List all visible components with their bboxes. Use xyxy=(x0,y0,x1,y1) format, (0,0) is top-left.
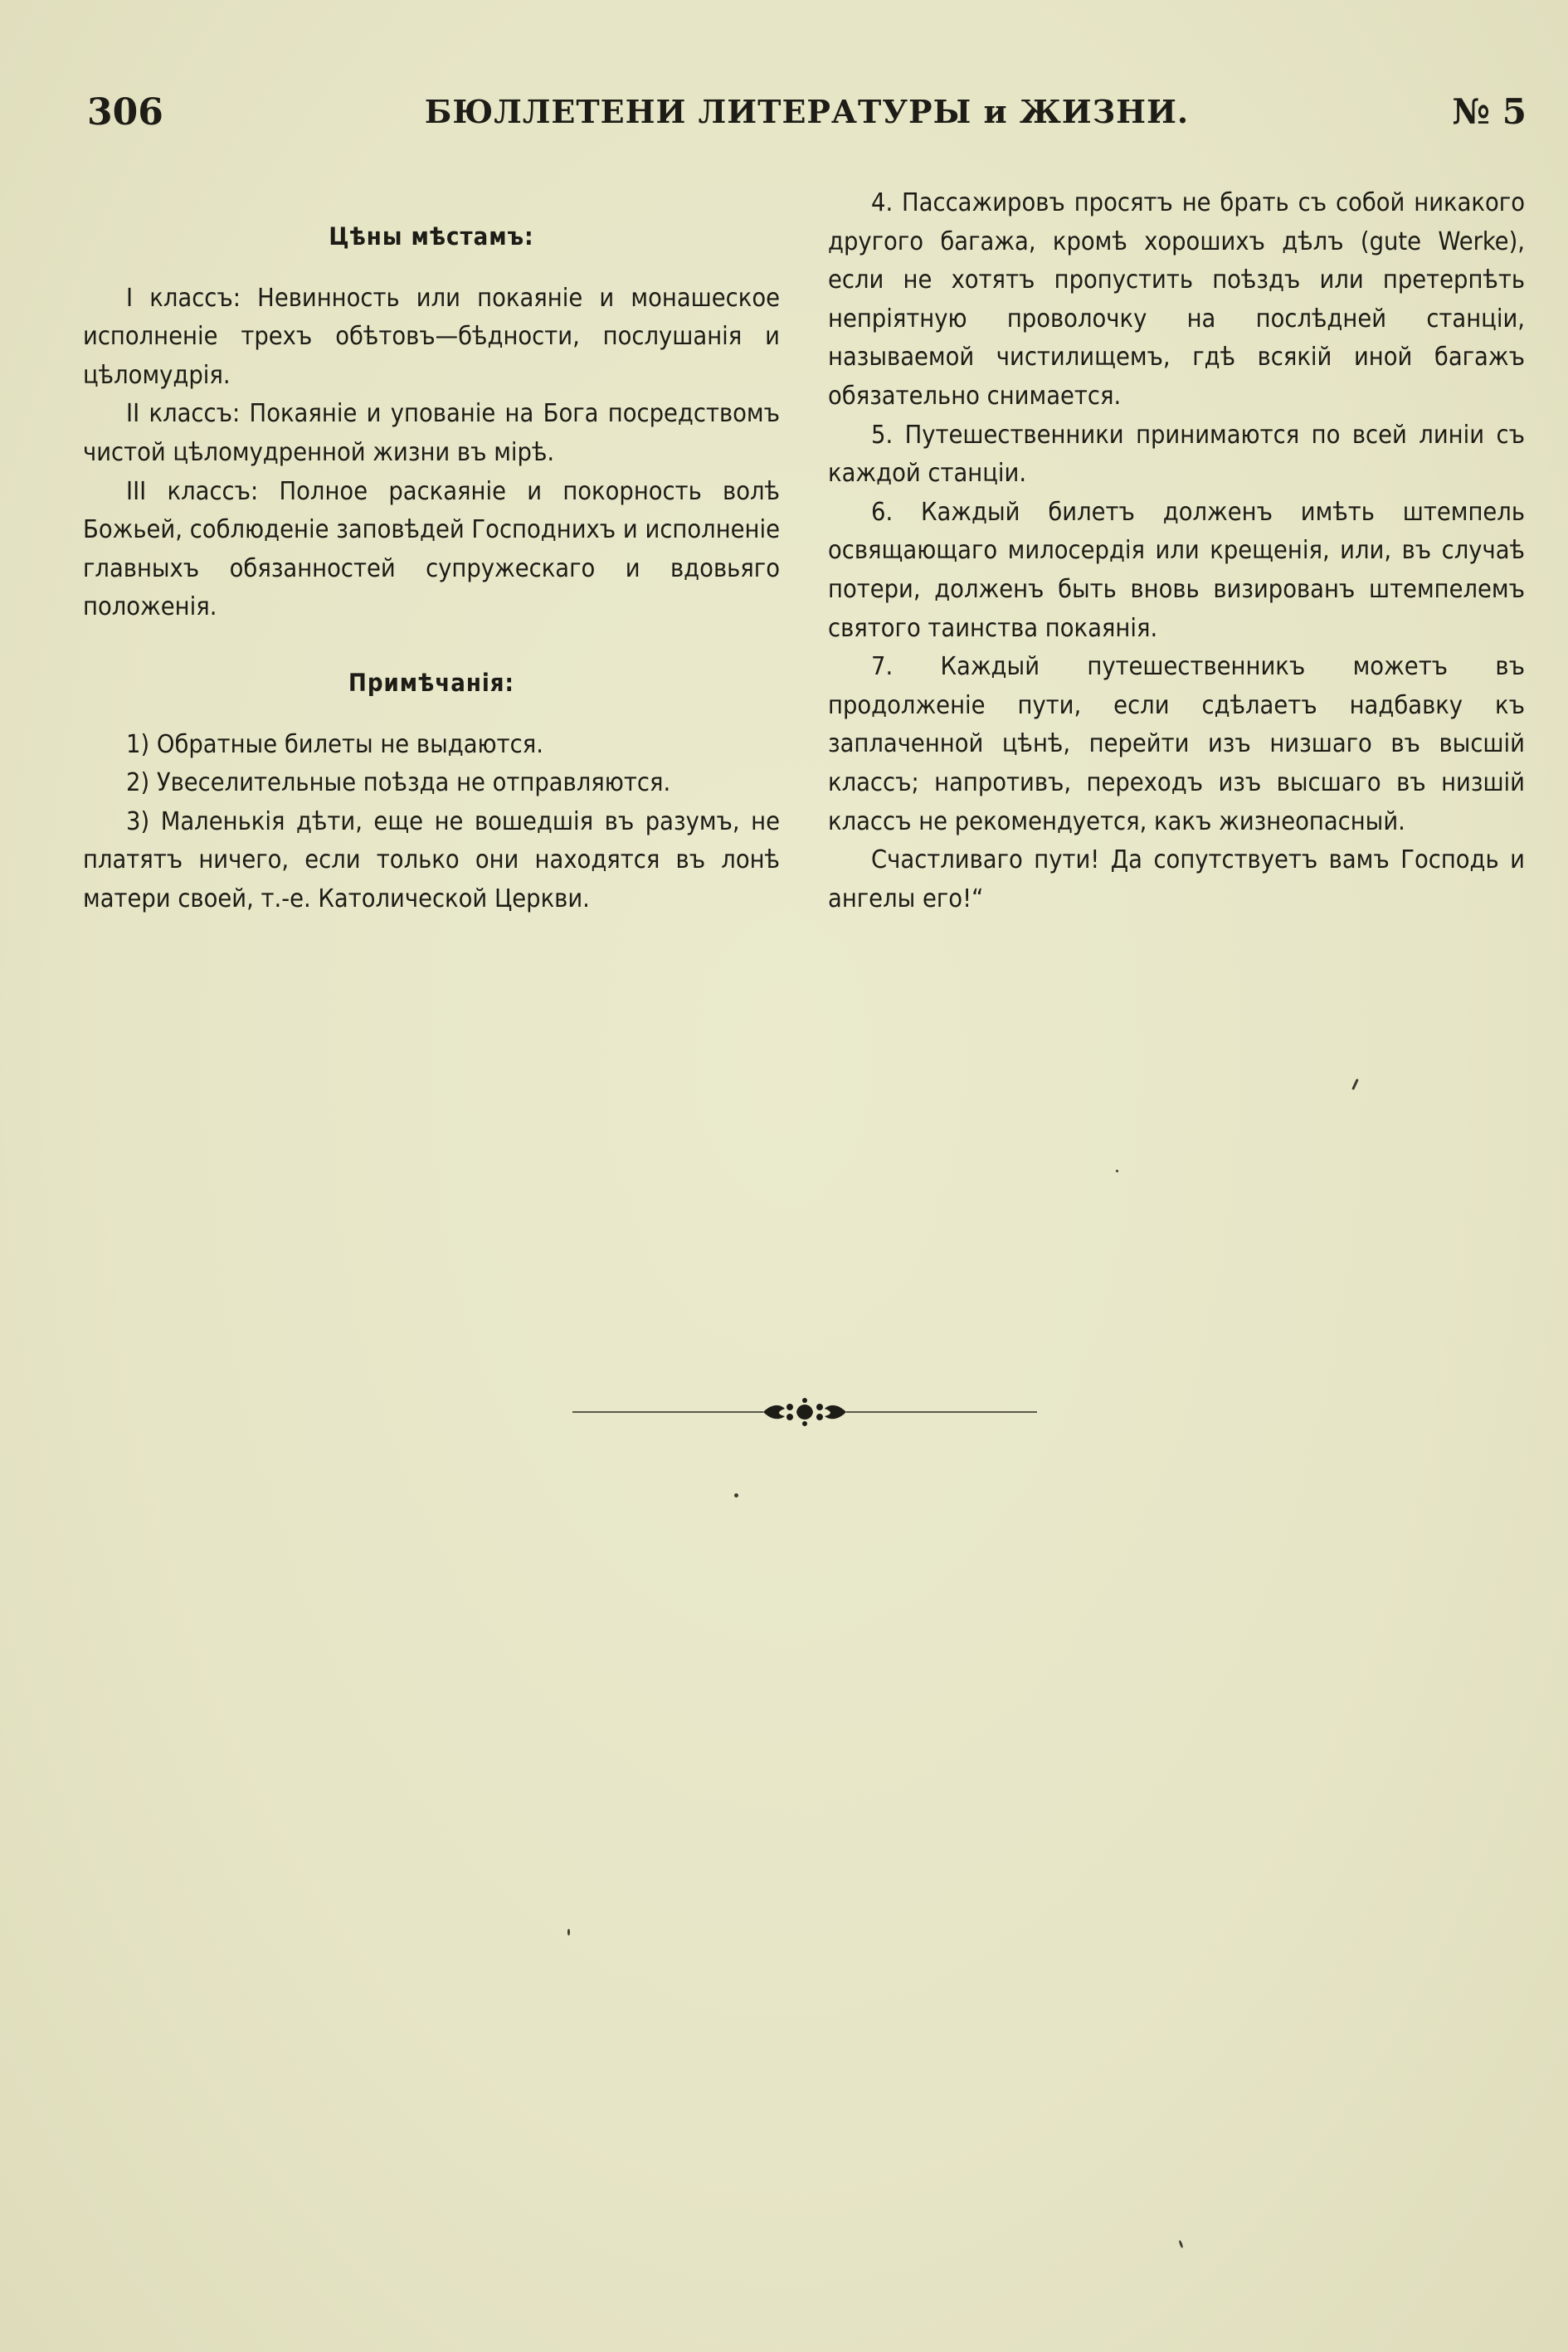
rule-5: 5. Путешественники принимаются по всей линіи съ каждой станціи. xyxy=(828,420,1525,489)
paper-speck xyxy=(734,1493,738,1497)
prices-heading: Цѣны мѣстамъ: xyxy=(329,222,534,251)
price-class-2: II классъ: Покаяніе и упованіе на Бога посредствомъ чистой цѣломудренной жизни въ мірѣ. xyxy=(83,399,780,467)
paper-speck xyxy=(1351,1079,1359,1090)
paper-speck xyxy=(567,1929,570,1936)
page-number: 306 xyxy=(87,91,163,134)
rule-6: 6. Каждый билетъ долженъ имѣть штемпель освящающаго милосердія или крещенія, или, въ случаѣ потери, долженъ быть вновь визированъ штемпелемъ святого таинства покаянія. xyxy=(828,497,1525,643)
journal-title: БЮЛЛЕТЕНИ ЛИТЕРАТУРЫ и ЖИЗНИ. xyxy=(424,93,1190,130)
note-3: 3) Маленькія дѣти, еще не вошедшія въ разумъ, не платятъ ничего, если только они находятся въ лонѣ матери своей, т.-е. Католической Церкви. xyxy=(83,806,780,913)
paper-speck xyxy=(1178,2240,1183,2248)
fleuron-divider-icon xyxy=(572,1394,1037,1430)
notes-heading: Примѣчанія: xyxy=(348,668,514,697)
price-class-1: I классъ: Невинность или покаяніе и монашеское исполненіе трехъ обѣтовъ—бѣдности, послушанія и цѣломудрія. xyxy=(83,283,780,390)
closing-wish: Счастливаго пути! Да сопутствуетъ вамъ Господь и ангелы его!“ xyxy=(828,845,1525,913)
paper-speck xyxy=(1116,1170,1118,1172)
right-column xyxy=(828,184,1525,918)
price-class-3: III классъ: Полное раскаяніе и покорность волѣ Божьей, соблюденіе заповѣдей Господнихъ и исполненіе главныхъ обязанностей супружескаго и вдовьяго положенія. xyxy=(83,476,780,622)
issue-number: № 5 xyxy=(1452,91,1527,132)
running-head xyxy=(87,91,1527,141)
rule-7: 7. Каждый путешественникъ можетъ въ продолженіе пути, если сдѣлаетъ надбавку къ заплаченной цѣнѣ, перейти изъ низшаго въ высшій классъ; напротивъ, переходъ изъ высшаго въ низшій классъ не рекомендуется, какъ жизнеопасный. xyxy=(828,652,1525,836)
rule-4: 4. Пассажировъ просятъ не брать съ собой никакого другого багажа, кромѣ хорошихъ дѣлъ (gute Werke), если не хотятъ пропустить поѣздъ или претерпѣть непріятную проволочку на послѣдней станціи, называемой чистилищемъ, гдѣ всякій иной багажъ обязательно снимается. xyxy=(828,188,1525,411)
note-1: 1) Обратные билеты не выдаются. xyxy=(126,729,543,759)
left-column xyxy=(83,184,780,919)
note-2: 2) Увеселительные поѣзда не отправляются. xyxy=(126,768,671,798)
